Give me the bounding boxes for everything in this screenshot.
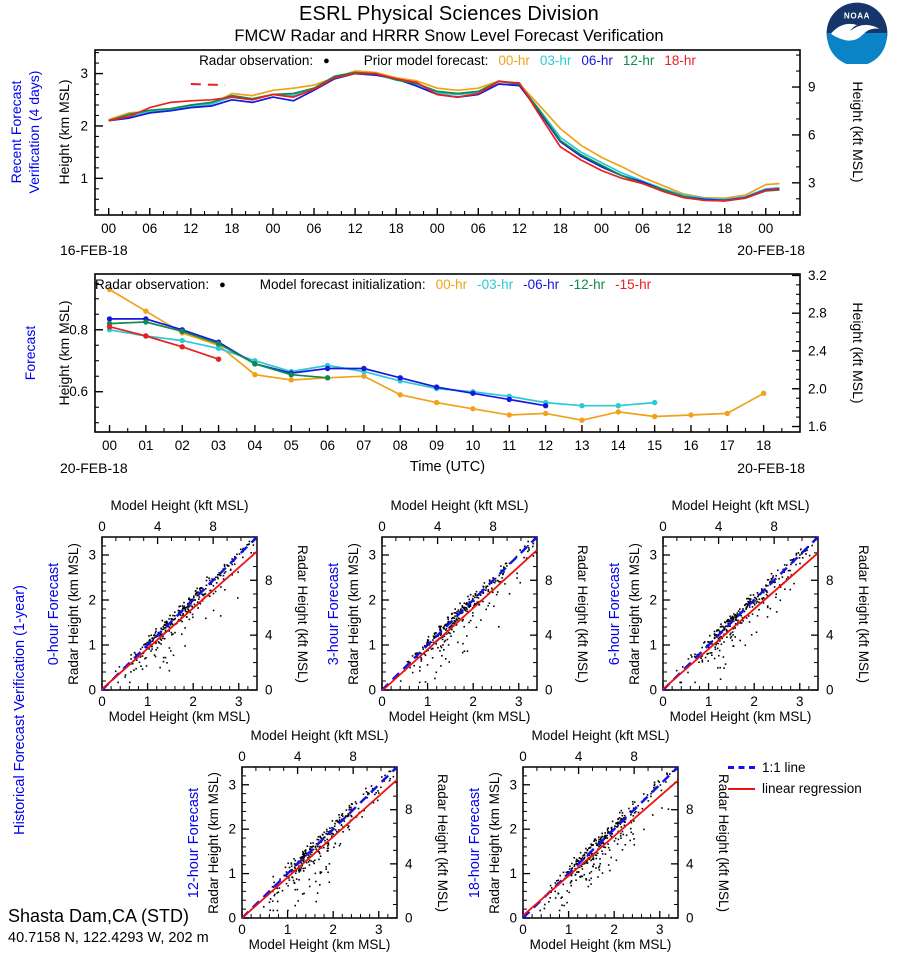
legend-item: ● bbox=[323, 54, 330, 67]
scatter-18-hour-panel-label: 18-hour Forecast bbox=[467, 787, 483, 898]
panel-recent-verification bbox=[80, 50, 815, 236]
scatter-3-hour-ylabel-right: Radar Height (kft MSL) bbox=[575, 544, 590, 683]
svg-text:18: 18 bbox=[756, 438, 772, 453]
svg-text:00: 00 bbox=[102, 438, 118, 453]
svg-text:6: 6 bbox=[808, 127, 816, 143]
svg-text:4: 4 bbox=[433, 519, 442, 534]
scatter-12-hour-xlabel-top: Model Height (kft MSL) bbox=[250, 728, 389, 743]
scatter-18-hour-ylabel-right: Radar Height (kft MSL) bbox=[716, 773, 731, 912]
svg-text:2: 2 bbox=[469, 694, 477, 709]
svg-text:14: 14 bbox=[610, 438, 626, 453]
svg-text:1: 1 bbox=[283, 922, 292, 937]
svg-text:3: 3 bbox=[509, 777, 517, 793]
svg-text:9: 9 bbox=[808, 79, 816, 95]
svg-text:8: 8 bbox=[265, 572, 273, 588]
scatter-0-hour-ylabel-left: Radar Height (km MSL) bbox=[66, 542, 81, 685]
one-to-one-line-0-hour bbox=[102, 537, 257, 690]
legend-item: 00-hr bbox=[498, 53, 530, 68]
svg-text:08: 08 bbox=[392, 438, 408, 453]
legend-item: -06-hr bbox=[523, 277, 560, 292]
svg-text:0: 0 bbox=[378, 694, 386, 709]
svg-text:0: 0 bbox=[265, 682, 273, 698]
svg-text:4: 4 bbox=[714, 519, 723, 534]
svg-text:13: 13 bbox=[574, 438, 590, 453]
svg-text:12: 12 bbox=[183, 221, 199, 236]
svg-text:12: 12 bbox=[676, 221, 692, 236]
svg-text:0.8: 0.8 bbox=[69, 322, 88, 338]
svg-text:18: 18 bbox=[717, 221, 733, 236]
svg-text:2: 2 bbox=[88, 592, 96, 608]
svg-text:05: 05 bbox=[283, 438, 299, 453]
scatter-12-hour-ylabel-right: Radar Height (kft MSL) bbox=[435, 773, 450, 912]
svg-text:4: 4 bbox=[265, 627, 273, 643]
svg-text:1.6: 1.6 bbox=[808, 419, 827, 435]
svg-text:06: 06 bbox=[470, 221, 486, 236]
svg-text:4: 4 bbox=[686, 856, 694, 872]
legend-item: 06-hr bbox=[581, 53, 613, 68]
svg-text:2: 2 bbox=[189, 694, 197, 709]
svg-text:0: 0 bbox=[649, 682, 657, 698]
svg-text:3: 3 bbox=[656, 922, 664, 937]
svg-text:8: 8 bbox=[686, 802, 694, 818]
svg-text:0: 0 bbox=[238, 749, 246, 764]
historical-section-label: Historical Forecast Verification (1-year) bbox=[12, 585, 28, 835]
station-name: Shasta Dam,CA (STD) bbox=[8, 906, 190, 926]
scatter-6-hour-panel-label: 6-hour Forecast bbox=[607, 562, 623, 665]
svg-text:3: 3 bbox=[80, 66, 88, 82]
svg-text:18: 18 bbox=[224, 221, 240, 236]
regression-line-0-hour bbox=[102, 551, 257, 689]
svg-text:2.4: 2.4 bbox=[808, 343, 827, 359]
legend-item: Radar observation: bbox=[95, 277, 210, 292]
forecast-xlabel: Time (UTC) bbox=[409, 459, 486, 475]
svg-text:8: 8 bbox=[489, 519, 497, 534]
svg-text:4: 4 bbox=[826, 627, 834, 643]
legend-item: -15-hr bbox=[615, 277, 652, 292]
svg-text:1: 1 bbox=[88, 637, 96, 653]
recent-panel-label-line1: Recent Forecast bbox=[8, 80, 24, 184]
scatter-3-hour-panel-label: 3-hour Forecast bbox=[326, 562, 342, 665]
svg-text:3.2: 3.2 bbox=[808, 267, 827, 283]
scatter-3-hour-xlabel-bottom: Model Height (km MSL) bbox=[388, 709, 531, 724]
svg-text:12: 12 bbox=[511, 221, 527, 236]
scatter-6-hour-ylabel-right: Radar Height (kft MSL) bbox=[856, 544, 871, 683]
svg-text:10: 10 bbox=[465, 438, 481, 453]
scatter-12-hour-panel-label: 12-hour Forecast bbox=[186, 787, 202, 898]
svg-text:0.6: 0.6 bbox=[69, 384, 88, 400]
recent-ylabel-left: Height (km MSL) bbox=[56, 79, 72, 185]
legend-item: 00-hr bbox=[435, 277, 468, 292]
svg-text:09: 09 bbox=[429, 438, 445, 453]
svg-text:0: 0 bbox=[509, 910, 517, 926]
svg-text:00: 00 bbox=[429, 221, 445, 236]
svg-text:00: 00 bbox=[101, 221, 117, 236]
svg-text:0: 0 bbox=[686, 910, 694, 926]
scatter-0-hour-xlabel-bottom: Model Height (km MSL) bbox=[108, 709, 251, 724]
svg-text:2: 2 bbox=[228, 821, 236, 837]
scatter-0-hour-xlabel-top: Model Height (kft MSL) bbox=[110, 498, 249, 513]
legend-item: 12-hr bbox=[622, 53, 655, 68]
panel-scatter-6-hour bbox=[649, 519, 834, 709]
panel-scatter-0-hour bbox=[88, 519, 273, 709]
panel-scatter-18-hour bbox=[509, 749, 694, 937]
forecast-date-left: 20-FEB-18 bbox=[60, 460, 128, 476]
series-dashed-segment-18-hr bbox=[191, 84, 225, 85]
scatter-6-hour-ylabel-left: Radar Height (km MSL) bbox=[627, 542, 642, 685]
svg-text:8: 8 bbox=[770, 519, 778, 534]
svg-text:3: 3 bbox=[235, 694, 243, 709]
svg-text:1: 1 bbox=[423, 694, 432, 709]
svg-text:16: 16 bbox=[683, 438, 699, 453]
svg-text:0: 0 bbox=[98, 694, 106, 709]
svg-text:0: 0 bbox=[98, 519, 106, 534]
svg-text:03: 03 bbox=[211, 438, 227, 453]
scatter-3-hour-ylabel-left: Radar Height (km MSL) bbox=[346, 542, 361, 685]
svg-text:8: 8 bbox=[209, 519, 217, 534]
svg-text:01: 01 bbox=[138, 438, 154, 453]
scatter-legend bbox=[728, 757, 862, 799]
svg-text:0: 0 bbox=[378, 519, 386, 534]
legend-item: Radar observation: bbox=[199, 53, 314, 68]
svg-text:4: 4 bbox=[293, 749, 302, 764]
svg-text:8: 8 bbox=[826, 572, 834, 588]
recent-panel-label-line2: Verification (4 days) bbox=[26, 70, 42, 194]
scatter-18-hour-xlabel-bottom: Model Height (km MSL) bbox=[529, 937, 672, 952]
svg-text:0: 0 bbox=[368, 682, 376, 698]
svg-text:06: 06 bbox=[320, 438, 336, 453]
one-to-one-label: 1:1 line bbox=[762, 760, 806, 775]
svg-text:2.8: 2.8 bbox=[808, 305, 827, 321]
svg-text:1: 1 bbox=[564, 922, 573, 937]
svg-text:00: 00 bbox=[758, 221, 774, 236]
svg-text:3: 3 bbox=[228, 777, 236, 793]
series-markers--03-hr bbox=[107, 327, 658, 408]
forecast-ylabel-right: Height (kft MSL) bbox=[850, 302, 866, 404]
noaa-logo-text: NOAA bbox=[843, 11, 871, 21]
svg-text:1: 1 bbox=[143, 694, 152, 709]
panel-scatter-3-hour bbox=[368, 519, 553, 709]
svg-text:0: 0 bbox=[88, 682, 96, 698]
scatter-legend-regression bbox=[728, 778, 862, 799]
scatter-6-hour-xlabel-top: Model Height (kft MSL) bbox=[671, 498, 810, 513]
regression-line-6-hour bbox=[663, 553, 818, 689]
svg-text:06: 06 bbox=[142, 221, 158, 236]
recent-ylabel-right: Height (kft MSL) bbox=[850, 81, 866, 183]
forecast-legend bbox=[95, 277, 651, 292]
svg-text:1: 1 bbox=[368, 637, 376, 653]
svg-text:1: 1 bbox=[509, 866, 517, 882]
panel-scatter-12-hour bbox=[228, 749, 413, 937]
scatter-12-hour-xlabel-bottom: Model Height (km MSL) bbox=[248, 937, 391, 952]
svg-text:2: 2 bbox=[329, 922, 337, 937]
recent-date-left: 16-FEB-18 bbox=[60, 242, 128, 258]
svg-text:2: 2 bbox=[610, 922, 618, 937]
forecast-panel-label: Forecast bbox=[22, 325, 38, 381]
svg-text:2: 2 bbox=[368, 592, 376, 608]
svg-text:3: 3 bbox=[368, 547, 376, 563]
scatter-0-hour-panel-label: 0-hour Forecast bbox=[46, 562, 62, 665]
svg-text:12: 12 bbox=[347, 221, 363, 236]
legend-item: 03-hr bbox=[539, 53, 572, 68]
svg-text:18: 18 bbox=[552, 221, 568, 236]
svg-text:1: 1 bbox=[80, 170, 88, 186]
scatter-18-hour-ylabel-left: Radar Height (km MSL) bbox=[487, 771, 502, 914]
legend-item: ● bbox=[219, 278, 226, 291]
svg-text:06: 06 bbox=[635, 221, 651, 236]
scatter-12-hour-ylabel-left: Radar Height (km MSL) bbox=[206, 771, 221, 914]
svg-text:11: 11 bbox=[502, 438, 517, 453]
svg-text:3: 3 bbox=[649, 547, 657, 563]
svg-text:4: 4 bbox=[574, 749, 583, 764]
svg-text:0: 0 bbox=[826, 682, 834, 698]
svg-text:3: 3 bbox=[515, 694, 523, 709]
svg-text:17: 17 bbox=[719, 438, 735, 453]
one-to-one-line-3-hour bbox=[382, 537, 537, 690]
svg-text:4: 4 bbox=[405, 856, 413, 872]
svg-text:0: 0 bbox=[545, 682, 553, 698]
recent-legend bbox=[95, 53, 800, 68]
scatter-3-hour-xlabel-top: Model Height (kft MSL) bbox=[390, 498, 529, 513]
one-to-one-line-6-hour bbox=[663, 537, 818, 690]
legend-item: Prior model forecast: bbox=[363, 53, 489, 68]
panel-forecast bbox=[69, 268, 827, 453]
svg-text:8: 8 bbox=[630, 749, 638, 764]
regression-line-18-hour bbox=[523, 780, 678, 915]
svg-text:3: 3 bbox=[796, 694, 804, 709]
svg-text:2: 2 bbox=[649, 592, 657, 608]
series-line-00-hr bbox=[109, 71, 780, 198]
svg-text:0: 0 bbox=[659, 694, 667, 709]
scatter-points-3-hour bbox=[400, 541, 534, 683]
forecast-date-right: 20-FEB-18 bbox=[737, 460, 805, 476]
legend-item: -03-hr bbox=[477, 277, 514, 292]
svg-text:0: 0 bbox=[228, 910, 236, 926]
regression-line-12-hour bbox=[242, 780, 397, 918]
svg-text:00: 00 bbox=[265, 221, 281, 236]
svg-text:2.0: 2.0 bbox=[808, 381, 827, 397]
scatter-legend-one-to-one bbox=[728, 757, 862, 778]
legend-item: -12-hr bbox=[569, 277, 606, 292]
svg-text:2: 2 bbox=[509, 821, 517, 837]
recent-date-right: 20-FEB-18 bbox=[737, 242, 805, 258]
scatter-points-6-hour bbox=[676, 545, 813, 683]
svg-text:18: 18 bbox=[388, 221, 404, 236]
svg-text:1: 1 bbox=[228, 866, 236, 882]
scatter-18-hour-xlabel-top: Model Height (kft MSL) bbox=[531, 728, 670, 743]
scatter-0-hour-ylabel-right: Radar Height (kft MSL) bbox=[295, 544, 310, 683]
svg-text:2: 2 bbox=[80, 118, 88, 134]
svg-text:07: 07 bbox=[356, 438, 372, 453]
svg-text:3: 3 bbox=[375, 922, 383, 937]
svg-text:1: 1 bbox=[704, 694, 713, 709]
one-to-one-line-12-hour bbox=[242, 767, 397, 918]
regression-label: linear regression bbox=[762, 781, 862, 796]
svg-text:3: 3 bbox=[808, 175, 816, 191]
svg-text:0: 0 bbox=[405, 910, 413, 926]
svg-text:15: 15 bbox=[647, 438, 663, 453]
station-location: 40.7158 N, 122.4293 W, 202 m bbox=[8, 930, 209, 946]
svg-text:0: 0 bbox=[519, 749, 527, 764]
series-line-12-hr bbox=[109, 73, 780, 201]
page-subtitle: FMCW Radar and HRRR Snow Level Forecast Verification bbox=[234, 27, 664, 45]
svg-text:1: 1 bbox=[649, 637, 657, 653]
svg-text:06: 06 bbox=[306, 221, 322, 236]
legend-item: Model forecast initialization: bbox=[259, 277, 426, 292]
svg-text:04: 04 bbox=[247, 438, 263, 453]
svg-text:2: 2 bbox=[750, 694, 758, 709]
svg-text:0: 0 bbox=[238, 922, 246, 937]
forecast-ylabel-left: Height (km MSL) bbox=[56, 300, 72, 406]
svg-text:3: 3 bbox=[88, 547, 96, 563]
scatter-6-hour-xlabel-bottom: Model Height (km MSL) bbox=[669, 709, 812, 724]
svg-text:12: 12 bbox=[538, 438, 554, 453]
regression-line-3-hour bbox=[383, 550, 537, 690]
series-line--03-hr bbox=[110, 330, 655, 406]
series-line--15-hr bbox=[110, 327, 219, 360]
page-title: ESRL Physical Sciences Division bbox=[298, 3, 600, 25]
svg-text:4: 4 bbox=[545, 627, 553, 643]
legend-item: 18-hr bbox=[664, 53, 696, 68]
svg-text:8: 8 bbox=[545, 572, 553, 588]
svg-text:0: 0 bbox=[519, 922, 527, 937]
svg-text:02: 02 bbox=[174, 438, 190, 453]
svg-text:0: 0 bbox=[659, 519, 667, 534]
svg-text:8: 8 bbox=[349, 749, 357, 764]
svg-text:4: 4 bbox=[153, 519, 162, 534]
svg-text:00: 00 bbox=[593, 221, 610, 236]
svg-text:8: 8 bbox=[405, 802, 413, 818]
